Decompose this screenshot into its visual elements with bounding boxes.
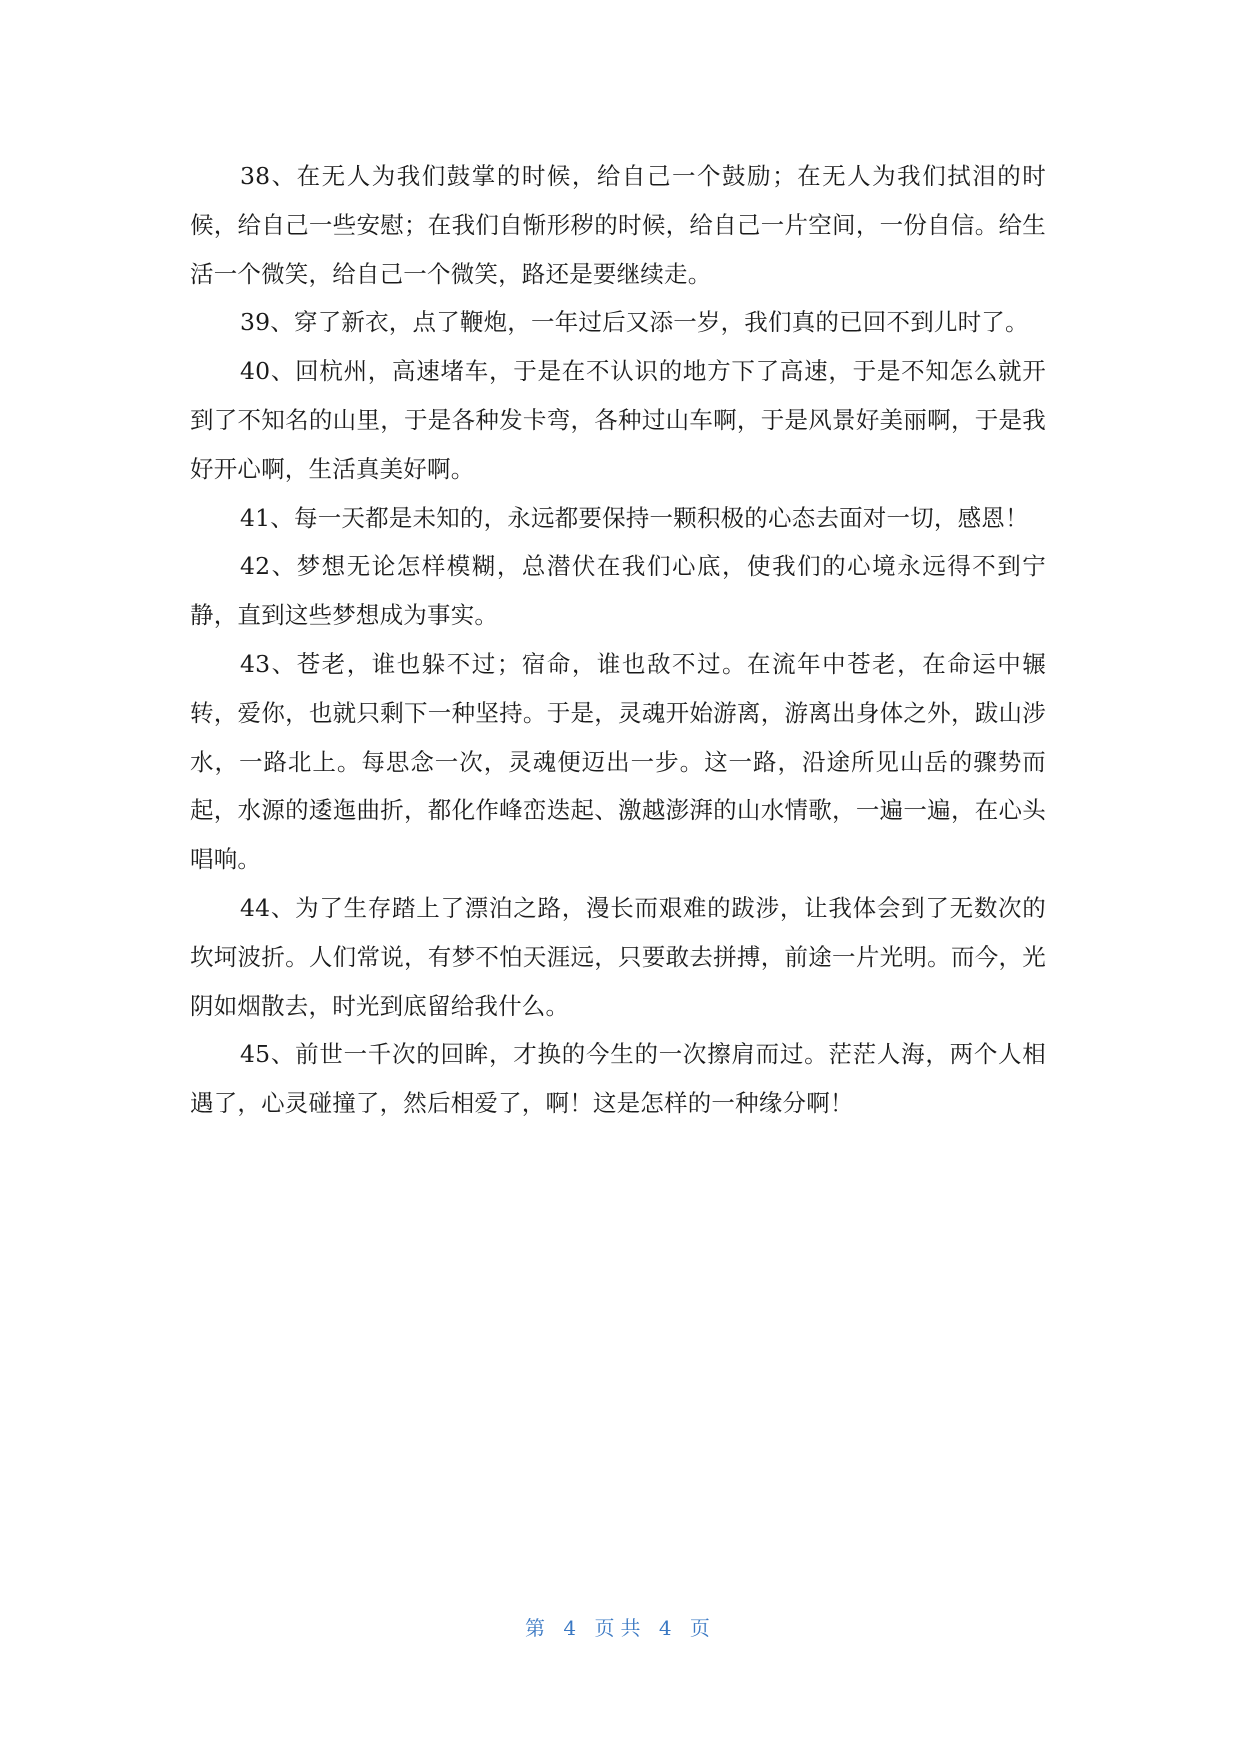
page-number-label: 第 4 页共 4 页 xyxy=(525,1616,716,1640)
paragraph-44: 44、为了生存踏上了漂泊之路，漫长而艰难的跋涉，让我体会到了无数次的坎坷波折。人们常说，有梦不怕天涯远，只要敢去拼搏，前途一片光明。而今，光阴如烟散去，时光到底留给我什么。 xyxy=(190,893,1046,1020)
paragraph-45: 45、前世一千次的回眸，才换的今生的一次擦肩而过。茫茫人海，两个人相遇了，心灵碰撞了，然后相爱了，啊！这是怎样的一种缘分啊！ xyxy=(190,1040,1046,1118)
document-body xyxy=(190,152,1046,1128)
paragraph-43: 43、苍老，谁也躲不过；宿命，谁也敌不过。在流年中苍老，在命运中辗转，爱你，也就只剩下一种坚持。于是，灵魂开始游离，游离出身体之外，跋山涉水，一路北上。每思念一次，灵魂便迈出一步。这一路，沿途所见山岳的骤势而起，水源的逶迤曲折，都化作峰峦迭起、激越澎湃的山水情歌，一遍一遍，在心头唱响。 xyxy=(190,649,1046,874)
paragraph-41: 41、每一天都是未知的，永远都要保持一颗积极的心态去面对一切，感恩！ xyxy=(240,503,1029,532)
paragraph-42: 42、梦想无论怎样模糊，总潜伏在我们心底，使我们的心境永远得不到宁静，直到这些梦想成为事实。 xyxy=(190,552,1046,630)
paragraph-38: 38、在无人为我们鼓掌的时候，给自己一个鼓励；在无人为我们拭泪的时候，给自己一些安慰；在我们自惭形秽的时候，给自己一片空间，一份自信。给生活一个微笑，给自己一个微笑，路还是要继续走。 xyxy=(190,162,1046,288)
paragraph-40: 40、回杭州，高速堵车，于是在不认识的地方下了高速，于是不知怎么就开到了不知名的山里，于是各种发卡弯，各种过山车啊，于是风景好美丽啊，于是我好开心啊，生活真美好啊。 xyxy=(190,357,1046,483)
paragraph-39: 39、穿了新衣，点了鞭炮，一年过后又添一岁，我们真的已回不到儿时了。 xyxy=(240,308,1029,337)
page-footer xyxy=(0,1612,1241,1641)
